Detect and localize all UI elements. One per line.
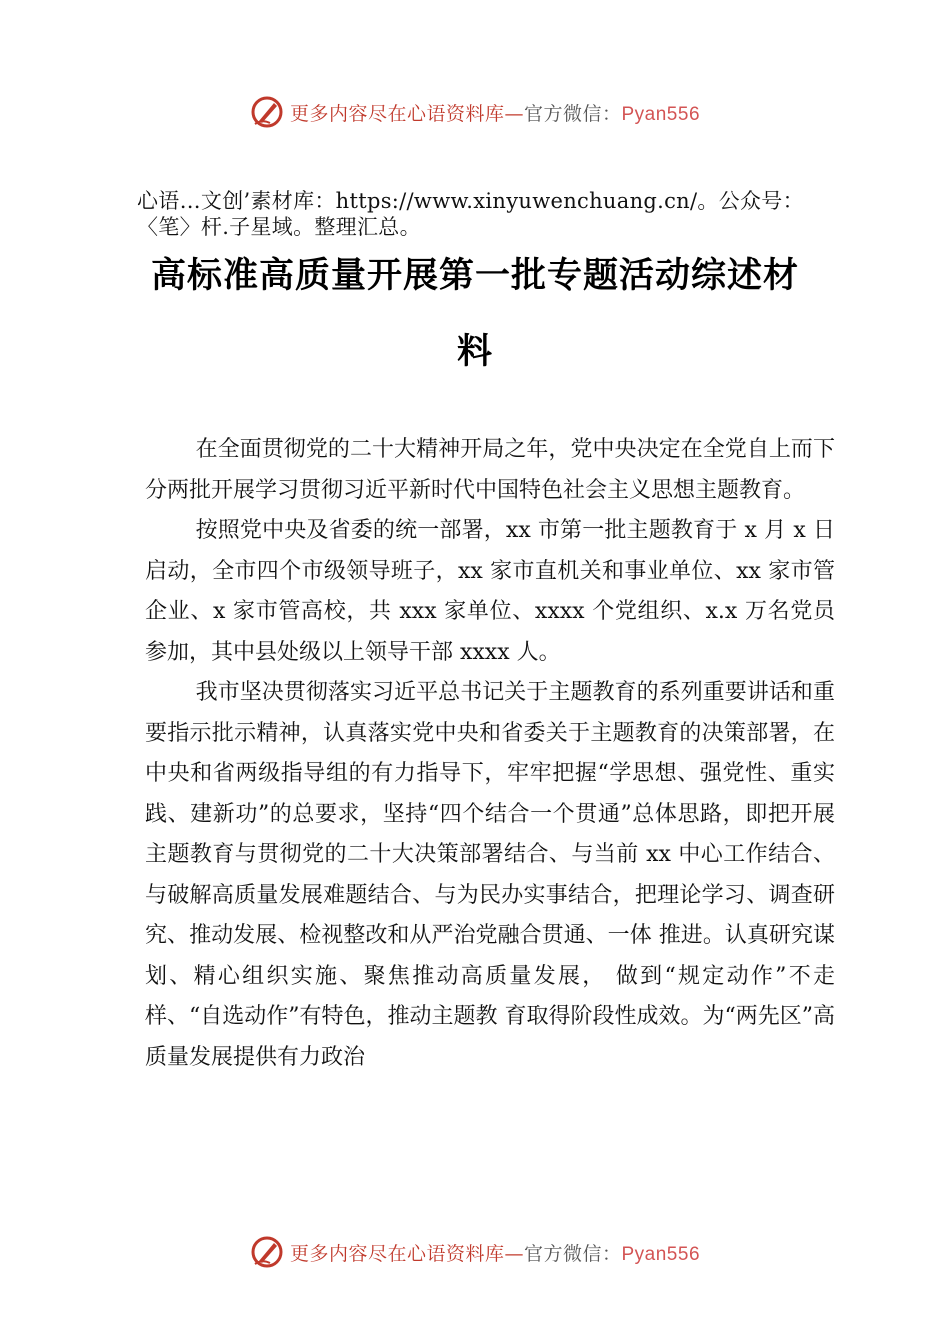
paragraph-2: 按照党中央及省委的统一部署，xx 市第一批主题教育于 x 月 x 日启动，全市四个市级领导班子，xx 家市直机关和事业单位、xx 家市管企业、x 家市管高校，共 xxx 家单位、xxxx 个党组织、x.x 万名党员参加，其中县处级以上领导干部 xxxx 人。 — [145, 518, 835, 665]
banner-text: 更多内容尽在心语资料库—官方微信：Pyan556 — [289, 102, 701, 125]
pen-seal-logo-icon — [250, 1235, 284, 1269]
footer-banner — [0, 1232, 950, 1272]
paragraph-3: 我市坚决贯彻落实习近平总书记关于主题教育的系列重要讲话和重要指示批示精神，认真落实党中央和省委关于主题教育的决策部署，在中央和省两级指导组的有力指导下，牢牢把握“学思想、强党性、重实践、建新功”的总要求，坚持“四个结合一个贯通”总体思路，即把开展主题教育与贯彻党的二十大决策部署结合、与当前 xx 中心工作结合、与破解高质量发展难题结合、与为民办实事结合，把理论学习、调查研究、推动发展、检视整改和从严治党融合贯通、一体 推进。认真研究谋划、精心组织实施、聚焦推动高质量发展， 做到“规定动作”不走样、“自选动作”有特色，推动主题教 育取得阶段性成效。为“两先区”高质量发展提供有力政治 — [145, 680, 835, 1070]
document-body — [145, 430, 835, 1078]
header-banner — [0, 92, 950, 132]
document-title: 高标准高质量开展第一批专题活动综述材料 — [150, 255, 799, 372]
banner-text: 更多内容尽在心语资料库—官方微信：Pyan556 — [289, 1242, 701, 1265]
paragraph-1: 在全面贯彻党的二十大精神开局之年，党中央决定在全党自上而下分两批开展学习贯彻习近平新时代中国特色社会主义思想主题教育。 — [145, 437, 835, 503]
source-line: 心语…文创’素材库：https://www.xinyuwenchuang.cn/。公众号：〈笔〉杆.子星域。整理汇总。 — [137, 189, 804, 239]
pen-seal-logo-icon — [250, 95, 284, 129]
